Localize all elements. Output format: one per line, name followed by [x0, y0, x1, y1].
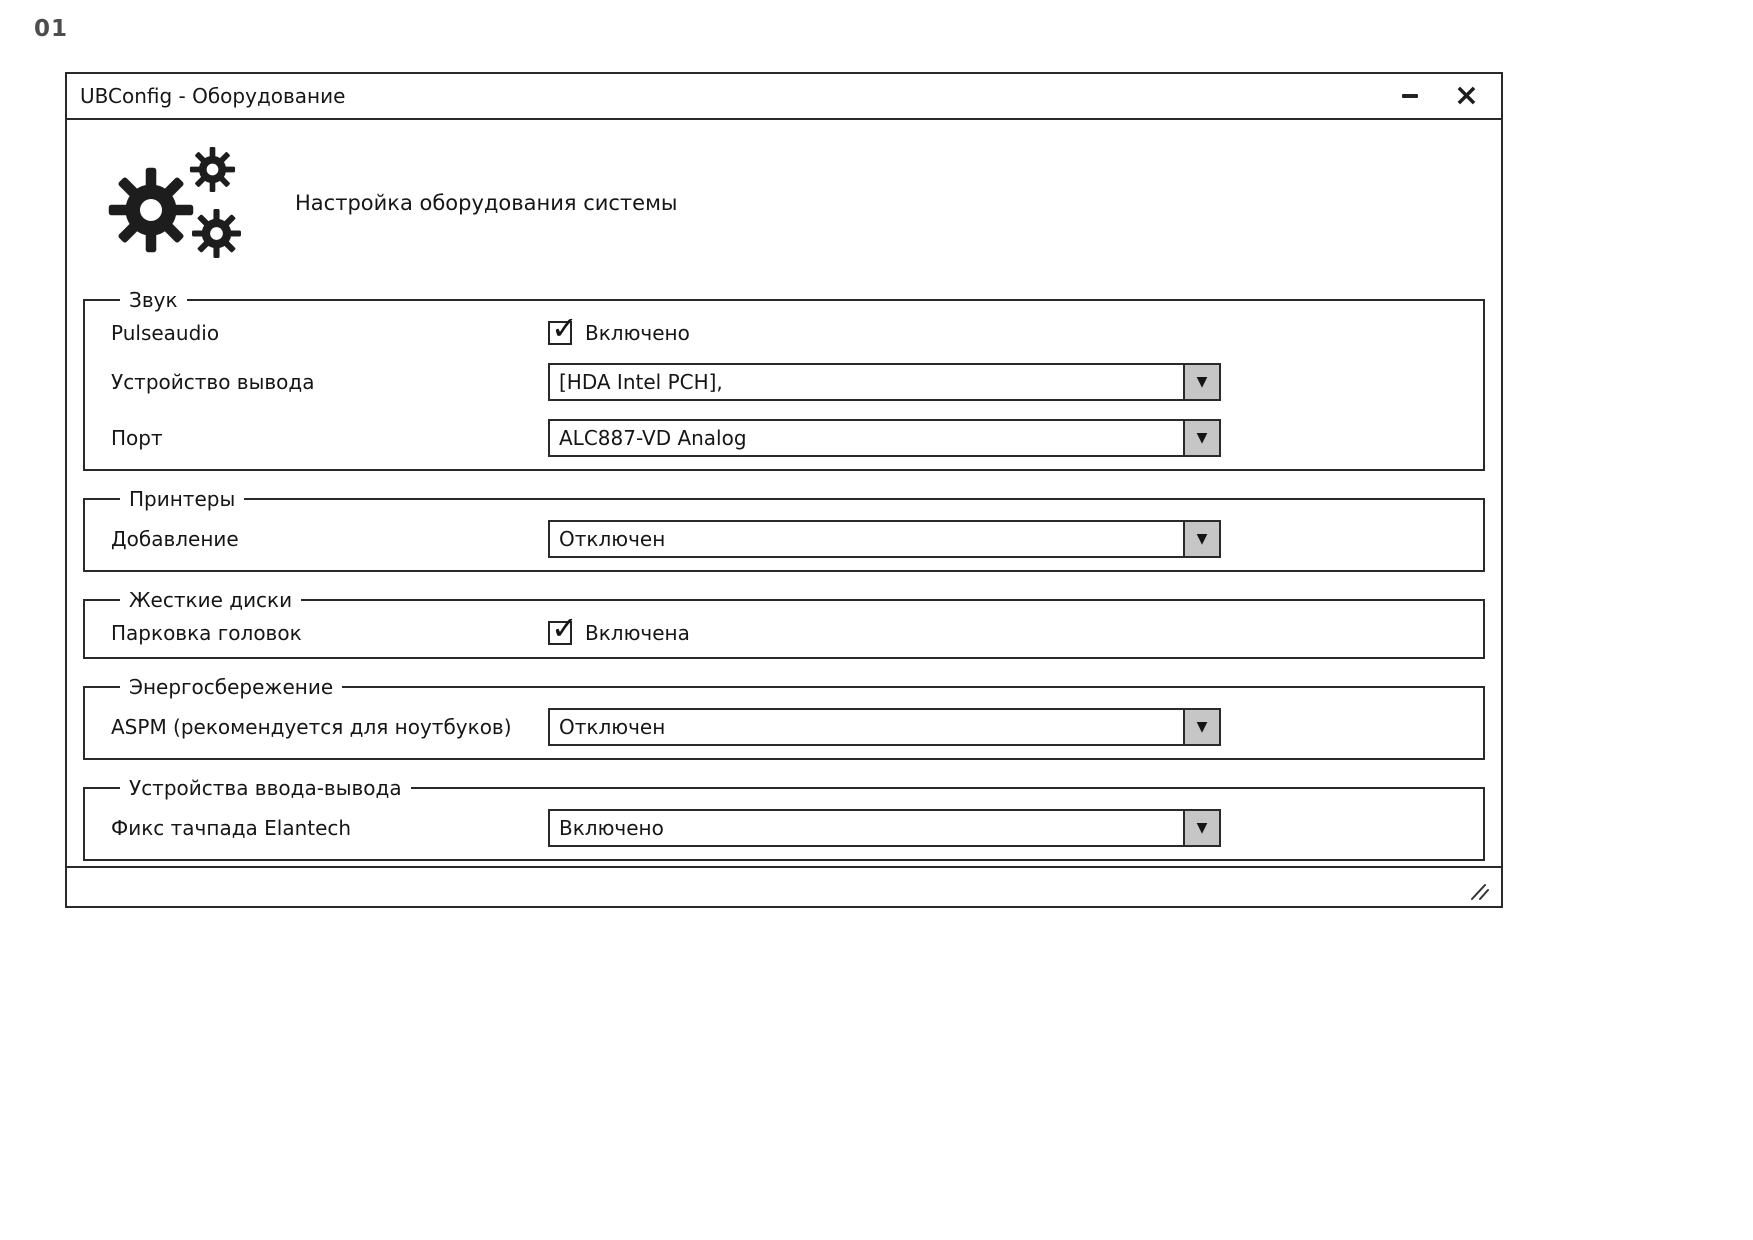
close-button[interactable]: [1452, 78, 1481, 113]
aspm-value: Отключен: [559, 715, 666, 739]
close-icon: ×: [1453, 78, 1479, 113]
head-parking-label: Парковка головок: [111, 621, 302, 645]
output-device-value: [HDA Intel PCH],: [559, 370, 723, 394]
printer-add-value: Отключен: [559, 527, 666, 551]
group-hard-disks-legend: Жесткие диски: [129, 588, 293, 612]
group-printers-legend: Принтеры: [129, 487, 236, 511]
port-combobox[interactable]: [548, 419, 1221, 457]
minimize-button[interactable]: [1400, 92, 1420, 100]
status-bar: [67, 866, 1501, 906]
field-row-aspm: [111, 708, 1469, 746]
elantech-fix-label: Фикс тачпада Elantech: [111, 816, 352, 840]
elantech-fix-value: Включено: [559, 816, 664, 840]
port-dropdown-button[interactable]: [1183, 421, 1219, 455]
window-title: UBConfig - Оборудование: [80, 84, 346, 108]
window-content: [67, 120, 1501, 866]
gears-icon: [107, 146, 241, 268]
pulseaudio-state-label: Включено: [585, 321, 690, 345]
aspm-label: ASPM (рекомендуется для ноутбуков): [111, 715, 512, 739]
chevron-down-icon: ▼: [1196, 531, 1208, 547]
group-power-saving: [83, 675, 1485, 760]
checkbox-box: [548, 609, 578, 647]
window-titlebar[interactable]: [67, 74, 1501, 120]
port-value: ALC887-VD Analog: [559, 426, 747, 450]
minimize-icon: [1402, 94, 1418, 98]
group-sound: [83, 288, 1485, 471]
field-row-port: [111, 419, 1469, 457]
checkmark-icon: ✓: [551, 309, 578, 347]
field-row-elantech-fix: [111, 809, 1469, 847]
output-device-dropdown-button[interactable]: [1183, 365, 1219, 399]
group-printers: [83, 487, 1485, 572]
ubconfig-window: [65, 72, 1503, 908]
field-row-output-device: [111, 363, 1469, 401]
field-row-head-parking: [111, 609, 1469, 647]
head-parking-checkbox[interactable]: [548, 609, 690, 647]
port-label: Порт: [111, 426, 163, 450]
head-parking-state-label: Включена: [585, 621, 690, 645]
chevron-down-icon: ▼: [1196, 430, 1208, 446]
output-device-label: Устройство вывода: [111, 370, 315, 394]
titlebar-controls: [1400, 78, 1481, 113]
field-row-printer-add: [111, 520, 1469, 558]
elantech-fix-dropdown-button[interactable]: [1183, 811, 1219, 845]
group-io-devices: [83, 776, 1485, 861]
group-io-devices-legend: Устройства ввода-вывода: [129, 776, 402, 800]
field-row-pulseaudio: [111, 309, 1469, 347]
group-hard-disks: [83, 588, 1485, 659]
header-row: [81, 120, 1487, 288]
checkmark-icon: ✓: [551, 609, 578, 647]
aspm-combobox[interactable]: [548, 708, 1221, 746]
output-device-combobox[interactable]: [548, 363, 1221, 401]
chevron-down-icon: ▼: [1196, 719, 1208, 735]
printer-add-label: Добавление: [111, 527, 239, 551]
resize-grip-icon[interactable]: [1470, 883, 1492, 901]
elantech-fix-combobox[interactable]: [548, 809, 1221, 847]
printer-add-combobox[interactable]: [548, 520, 1221, 558]
pulseaudio-checkbox[interactable]: [548, 309, 690, 347]
chevron-down-icon: ▼: [1196, 374, 1208, 390]
group-sound-legend: Звук: [129, 288, 178, 312]
group-power-saving-legend: Энергосбережение: [129, 675, 334, 699]
chevron-down-icon: ▼: [1196, 820, 1208, 836]
pulseaudio-label: Pulseaudio: [111, 321, 220, 345]
figure-label: 01: [34, 16, 69, 42]
aspm-dropdown-button[interactable]: [1183, 710, 1219, 744]
window-subtitle: Настройка оборудования системы: [295, 191, 678, 215]
checkbox-box: [548, 309, 578, 347]
printer-add-dropdown-button[interactable]: [1183, 522, 1219, 556]
